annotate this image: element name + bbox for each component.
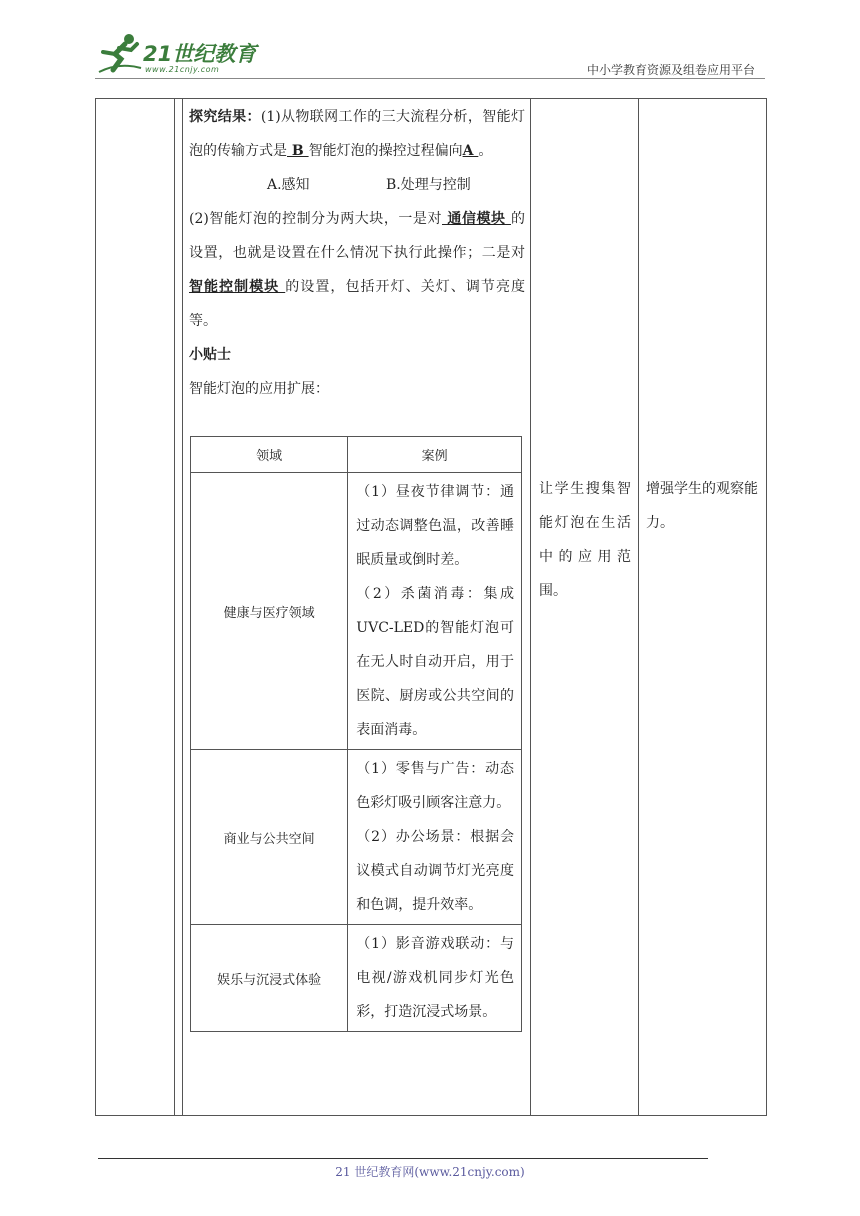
- case-item: （2）办公场景：根据会议模式自动调节灯光亮度和色调，提升效率。: [356, 829, 514, 913]
- table-row: [191, 925, 522, 1032]
- answer-blank-1: B: [287, 143, 309, 159]
- page-header: [95, 30, 765, 78]
- application-table: [190, 436, 522, 1032]
- case-cell: [348, 750, 522, 925]
- option-a: A.感知: [267, 177, 310, 193]
- case-item: （1）零售与广告：动态色彩灯吸引顾客注意力。: [356, 761, 514, 811]
- answer-blank-2: A: [462, 143, 479, 159]
- column-divider: [174, 98, 175, 1116]
- footer-divider: [98, 1158, 708, 1159]
- platform-name: 中小学教育资源及组卷应用平台: [586, 63, 755, 77]
- field-cell: 娱乐与沉浸式体验: [191, 925, 348, 1032]
- header-field: 领域: [191, 437, 348, 473]
- tips-subtitle: 智能灯泡的应用扩展：: [189, 381, 329, 397]
- tips-title: 小贴士: [189, 347, 231, 363]
- options: [189, 168, 525, 202]
- footer-text[interactable]: 21 世纪教育网(www.21cnjy.com): [335, 1165, 525, 1179]
- case-item: （1）昼夜节律调节：通过动态调整色温，改善睡眠质量或倒时差。: [356, 484, 514, 568]
- table-row: [191, 473, 522, 750]
- result-paragraph-2: (2)智能灯泡的控制分为两大块，一是对 通信模块 的设置，也就是设置在什么情况下执行此操作；二是对 智能控制模块 的设置，包括开灯、关灯、调节亮度等。: [189, 211, 526, 329]
- case-item: （1）影音游戏联动：与电视/游戏机同步灯光色彩，打造沉浸式场景。: [356, 936, 514, 1020]
- runner-logo-icon: [95, 32, 143, 76]
- column-divider: [638, 98, 639, 1116]
- result-paragraph-1: 探究结果：(1)从物联网工作的三大流程分析，智能灯泡的传输方式是 B 智能灯泡的操控过程偏向A 。: [189, 109, 525, 159]
- answer-blank-3: 通信模块: [442, 211, 511, 227]
- table-header-row: [191, 437, 522, 473]
- logo-url: www.21cnjy.com: [145, 65, 220, 74]
- answer-blank-4: 智能控制模块: [189, 279, 286, 295]
- header-divider: [95, 78, 765, 79]
- result-label: 探究结果：: [189, 109, 261, 125]
- table-row: [191, 750, 522, 925]
- exploration-content: [189, 100, 525, 406]
- column-divider: [530, 98, 531, 1116]
- student-activity: 让学生搜集智能灯泡在生活中的应用范围。: [539, 481, 631, 599]
- field-cell: 商业与公共空间: [191, 750, 348, 925]
- logo-text: 21世纪教育: [143, 42, 257, 66]
- header-case: 案例: [348, 437, 522, 473]
- case-item: （2）杀菌消毒：集成UVC-LED的智能灯泡可在无人时自动开启，用于医院、厨房或公共空间的表面消毒。: [356, 586, 514, 738]
- case-cell: [348, 473, 522, 750]
- design-intent: 增强学生的观察能力。: [646, 481, 758, 531]
- field-cell: 健康与医疗领域: [191, 473, 348, 750]
- logo: [95, 32, 265, 76]
- column-divider: [182, 98, 183, 1116]
- case-cell: [348, 925, 522, 1032]
- option-b: B.处理与控制: [386, 177, 471, 193]
